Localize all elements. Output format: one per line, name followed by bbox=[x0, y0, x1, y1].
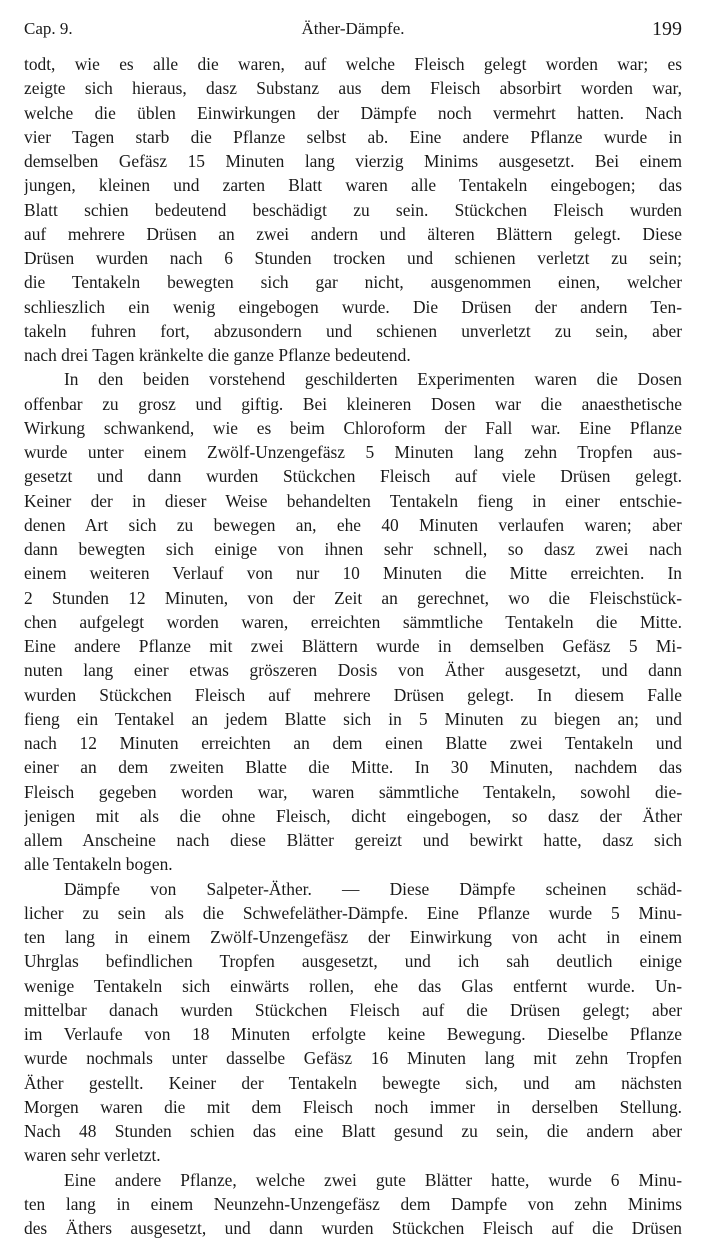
text-line: ten lang in einem Zwölf-Unzengefäsz der Einwirkung von acht in einem bbox=[24, 927, 682, 947]
text-line: offenbar zu grosz und giftig. Bei kleineren Dosen war die anaesthetische bbox=[24, 393, 682, 414]
text-line: dann bewegten sich einige von ihnen sehr schnell, so dasz zwei nach bbox=[24, 539, 682, 559]
text-line: nach drei Tagen kränkelte die ganze Pflanze bedeutend. bbox=[24, 345, 411, 365]
text-line: Morgen waren die mit dem Fleisch noch immer in derselben Stellung. bbox=[24, 1096, 682, 1117]
text-line: Eine andere Pflanze, welche zwei gute Blätter hatte, wurde 6 Minu- bbox=[64, 1169, 682, 1190]
text-line: ten lang in einem Neunzehn-Unzengefäsz dem Dampfe von zehn Minims bbox=[24, 1193, 682, 1214]
text-line: Fleisch gegeben worden war, waren sämmtliche Tentakeln, sowohl die- bbox=[24, 781, 682, 802]
text-line: zeigte sich hieraus, dasz Substanz aus dem Fleisch absorbirt worden war, bbox=[24, 78, 682, 99]
text-line: mittelbar danach wurden Stückchen Fleisch auf die Drüsen gelegt; aber bbox=[24, 999, 682, 1020]
text-line: vier Tagen starb die Pflanze selbst ab. Eine andere Pflanze wurde in bbox=[24, 126, 682, 147]
text-line: In den beiden vorstehend geschilderten Experimenten waren die Dosen bbox=[64, 369, 682, 390]
chapter-label: Cap. 9. bbox=[24, 19, 73, 38]
text-line: einem weiteren Verlauf von nur 10 Minuten die Mitte erreichten. In bbox=[24, 563, 682, 584]
text-line: jungen, kleinen und zarten Blatt waren alle Tentakeln eingebogen; das bbox=[24, 175, 682, 196]
body-text bbox=[24, 52, 682, 1240]
text-line: licher zu sein als die Schwefeläther-Dämpfe. Eine Pflanze wurde 5 Minu- bbox=[24, 902, 682, 923]
text-line: Äther gestellt. Keiner der Tentakeln bewegte sich, und am nächsten bbox=[24, 1072, 682, 1093]
text-line: im Verlaufe von 18 Minuten erfolgte keine Bewegung. Dieselbe Pflanze bbox=[24, 1024, 682, 1044]
text-line: jenigen mit als die ohne Fleisch, dicht eingebogen, so dasz der Äther bbox=[24, 805, 682, 826]
text-line: Drüsen wurden nach 6 Stunden trocken und schienen verletzt zu sein; bbox=[24, 248, 682, 268]
text-line: chen aufgelegt worden waren, erreichten sämmtliche Tentakeln die Mitte. bbox=[24, 611, 682, 632]
text-line: wurden Stückchen Fleisch auf mehrere Drüsen gelegt. In diesem Falle bbox=[24, 684, 682, 705]
text-line: nach 12 Minuten erreichten an dem einen Blatte zwei Tentakeln und bbox=[24, 733, 682, 753]
text-line: wenige Tentakeln sich einwärts rollen, ehe das Glas entfernt wurde. Un- bbox=[24, 975, 682, 996]
text-line: 2 Stunden 12 Minuten, von der Zeit an gerechnet, wo die Fleischstück- bbox=[24, 587, 682, 608]
text-line: demselben Gefäsz 15 Minuten lang vierzig Minims ausgesetzt. Bei einem bbox=[24, 151, 682, 171]
text-line: todt, wie es alle die waren, auf welche Fleisch gelegt worden war; es bbox=[24, 54, 682, 74]
text-line: Uhrglas befindlichen Tropfen ausgesetzt, und ich sah deutlich einige bbox=[24, 951, 682, 972]
text-line: schlieszlich ein wenig eingebogen wurde. Die Drüsen der andern Ten- bbox=[24, 296, 682, 317]
running-head bbox=[24, 14, 682, 44]
text-line: gesetzt und dann wurden Stückchen Fleisch auf viele Drüsen gelegt. bbox=[24, 466, 682, 487]
book-page bbox=[24, 14, 682, 1240]
text-line: alle Tentakeln bogen. bbox=[24, 854, 173, 875]
text-line: die Tentakeln bewegten sich gar nicht, ausgenommen einen, welcher bbox=[24, 272, 682, 293]
text-line: auf mehrere Drüsen an zwei andern und älteren Blättern gelegt. Diese bbox=[24, 223, 682, 244]
text-line: einer an dem zweiten Blatte die Mitte. In 30 Minuten, nachdem das bbox=[24, 757, 682, 778]
text-line: Keiner der in dieser Weise behandelten Tentakeln fieng in einer entschie- bbox=[24, 490, 682, 511]
text-line: Nach 48 Stunden schien das eine Blatt gesund zu sein, die andern aber bbox=[24, 1121, 682, 1141]
text-line: des Äthers ausgesetzt, und dann wurden Stückchen Fleisch auf die Drüsen bbox=[24, 1218, 682, 1238]
text-line: waren sehr verletzt. bbox=[24, 1145, 161, 1166]
text-line: welche die üblen Einwirkungen der Dämpfe noch vermehrt hatten. Nach bbox=[24, 102, 682, 123]
page-number: 199 bbox=[652, 18, 682, 40]
running-title: Äther-Dämpfe. bbox=[301, 19, 405, 38]
text-line: Dämpfe von Salpeter-Äther. — Diese Dämpfe scheinen schäd- bbox=[64, 878, 682, 899]
text-line: takeln fuhren fort, abzusondern und schienen unverletzt zu sein, aber bbox=[24, 320, 682, 341]
text-line: wurde nochmals unter dasselbe Gefäsz 16 Minuten lang mit zehn Tropfen bbox=[24, 1048, 682, 1069]
text-line: Blatt schien bedeutend beschädigt zu sein. Stückchen Fleisch wurden bbox=[24, 199, 682, 220]
text-line: denen Art sich zu bewegen an, ehe 40 Minuten verlaufen waren; aber bbox=[24, 514, 682, 535]
text-line: wurde unter einem Zwölf-Unzengefäsz 5 Minuten lang zehn Tropfen aus- bbox=[24, 442, 682, 462]
text-line: nuten lang einer etwas gröszeren Dosis von Äther ausgesetzt, und dann bbox=[24, 660, 682, 681]
text-line: allem Anscheine nach diese Blätter gereizt und bewirkt hatte, dasz sich bbox=[24, 830, 682, 850]
text-line: Wirkung schwankend, wie es beim Chloroform der Fall war. Eine Pflanze bbox=[24, 417, 682, 438]
text-line: fieng ein Tentakel an jedem Blatte sich in 5 Minuten zu biegen an; und bbox=[24, 708, 682, 729]
text-line: Eine andere Pflanze mit zwei Blättern wurde in demselben Gefäsz 5 Mi- bbox=[24, 636, 682, 656]
